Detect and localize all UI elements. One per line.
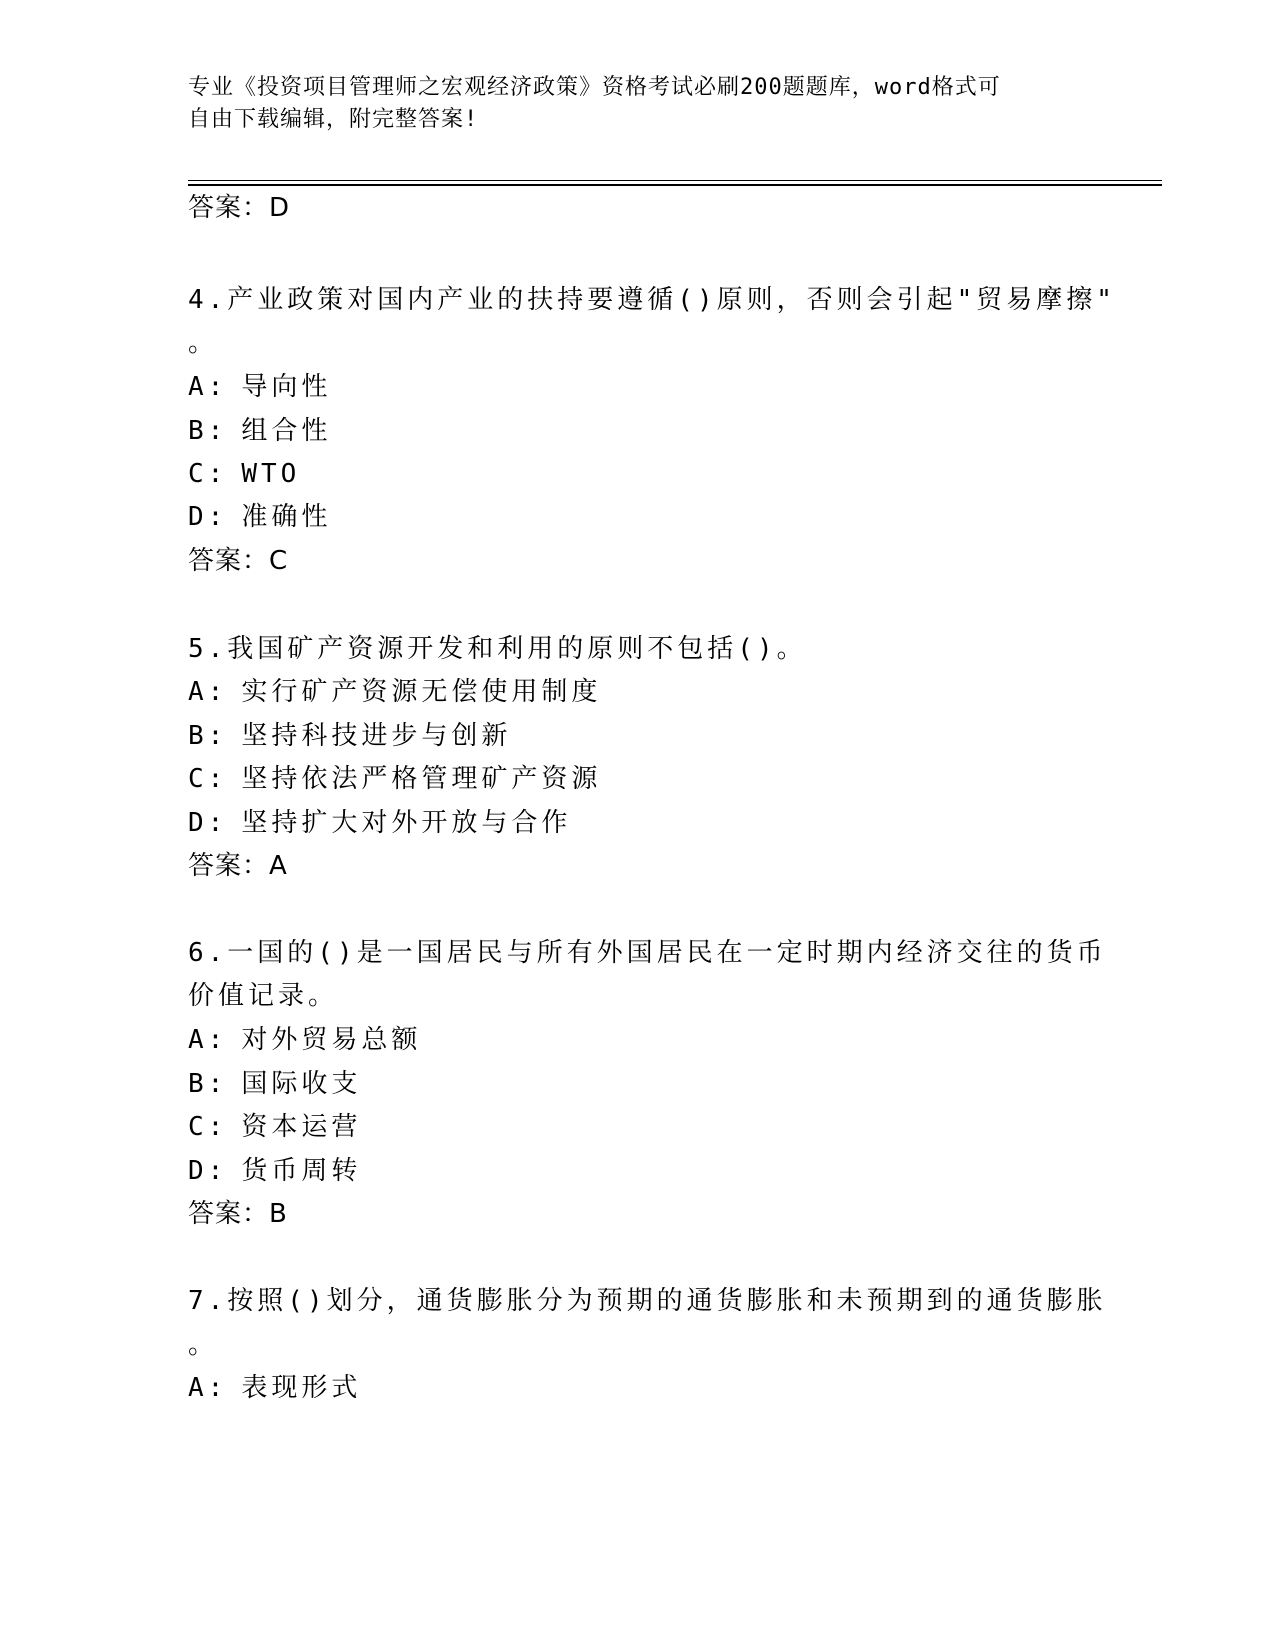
- option-text: 坚持科技进步与创新: [241, 721, 512, 751]
- header-line-2: 自由下载编辑，附完整答案!: [188, 107, 479, 132]
- answer-prev: 答案：D: [188, 193, 291, 223]
- option-label: D:: [188, 502, 228, 532]
- option-label: C:: [188, 764, 228, 794]
- question-6-option-b: [188, 1067, 361, 1101]
- question-5-answer: 答案：A: [188, 851, 288, 881]
- question-5-option-c: [188, 762, 601, 796]
- question-7-stem-cont: 。: [188, 1330, 219, 1360]
- option-label: A:: [188, 1373, 228, 1403]
- question-4-option-a: [188, 370, 331, 404]
- question-4-option-c: [188, 457, 300, 491]
- option-text: 资本运营: [241, 1112, 362, 1142]
- question-4-stem: 4.产业政策对国内产业的扶持要遵循()原则，否则会引起"贸易摩擦": [188, 285, 1116, 315]
- question-4-option-d: [188, 500, 331, 534]
- option-label: D:: [188, 1156, 228, 1186]
- option-text: 表现形式: [241, 1373, 362, 1403]
- option-label: B:: [188, 721, 228, 751]
- question-6-answer: 答案：B: [188, 1199, 288, 1229]
- header-line-1: 专业《投资项目管理师之宏观经济政策》资格考试必刷200题题库，word格式可: [188, 75, 1001, 100]
- question-4-answer: 答案：C: [188, 546, 289, 576]
- question-6-stem: 6.一国的()是一国居民与所有外国居民在一定时期内经济交往的货币: [188, 938, 1107, 968]
- question-4-option-b: [188, 414, 331, 448]
- option-label: A:: [188, 1025, 228, 1055]
- document-header: [188, 72, 1068, 136]
- option-label: A:: [188, 372, 228, 402]
- option-text: 导向性: [241, 372, 332, 402]
- question-7-option-a: [188, 1371, 361, 1405]
- question-5-option-b: [188, 719, 511, 753]
- option-text: 组合性: [241, 416, 332, 446]
- header-rule-thin: [188, 180, 1162, 181]
- question-5-option-a: [188, 675, 601, 709]
- question-6-option-c: [188, 1110, 361, 1144]
- question-5-option-d: [188, 806, 571, 840]
- question-7-stem: 7.按照()划分，通货膨胀分为预期的通货膨胀和未预期到的通货膨胀: [188, 1286, 1107, 1316]
- header-rule-thick: [188, 184, 1162, 186]
- option-text: 对外贸易总额: [241, 1025, 422, 1055]
- option-text: 坚持依法严格管理矿产资源: [241, 764, 602, 794]
- option-label: C:: [188, 1112, 228, 1142]
- option-text: 实行矿产资源无偿使用制度: [241, 677, 602, 707]
- question-6-option-a: [188, 1023, 421, 1057]
- option-text: 准确性: [241, 502, 332, 532]
- option-label: C:: [188, 459, 228, 489]
- option-label: D:: [188, 808, 228, 838]
- option-text: 国际收支: [241, 1069, 362, 1099]
- option-text: WTO: [241, 459, 301, 489]
- option-label: B:: [188, 1069, 228, 1099]
- question-4-stem-cont: 。: [188, 328, 219, 358]
- question-5-stem: 5.我国矿产资源开发和利用的原则不包括()。: [188, 634, 807, 664]
- option-label: A:: [188, 677, 228, 707]
- option-text: 坚持扩大对外开放与合作: [241, 808, 572, 838]
- question-6-stem-cont: 价值记录。: [188, 981, 339, 1011]
- option-text: 货币周转: [241, 1156, 362, 1186]
- option-label: B:: [188, 416, 228, 446]
- question-6-option-d: [188, 1154, 361, 1188]
